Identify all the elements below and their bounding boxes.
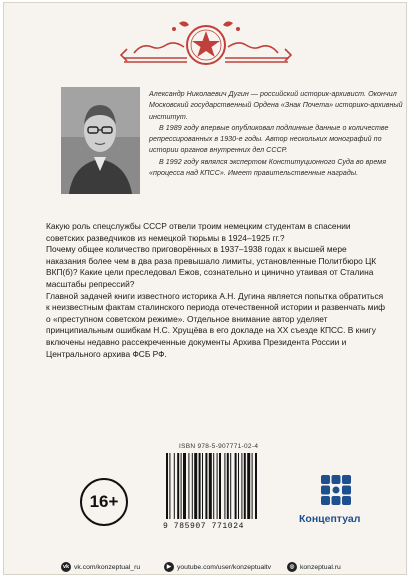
barcode-digits: 9 785907 771024 [163,522,245,531]
barcode-bar [235,453,237,519]
bio-paragraph: В 1992 году являлся экспертом Конституционного Суда во время «процесса над КПСС». Имеет правительственные награды. [149,157,387,178]
barcode-bar [174,453,175,519]
barcode-bar [188,453,189,519]
author-bio [149,89,404,179]
globe-icon: ◎ [287,562,297,572]
annotation-paragraph: Главной задачей книги известного историка А.Н. Дугина является попытка обратиться к неизвестным фактам сталинского периода отечественной истории и развенчать миф о «преступном советском режиме». Отдельное внимание автор уделяет принципиальным ошибкам Н.С. Хрущёва в его докладе на XX съезде КПСС. В книгу включены недавно рассекреченные документы Архива Президента России и Центрального архива ФСБ РФ. [46,290,386,359]
barcode-bar [213,453,214,519]
barcode-bar [238,453,239,519]
age-rating-badge: 16+ [80,478,128,526]
barcode-bar [255,453,257,519]
site-link[interactable] [287,562,341,572]
star-emblem-icon [4,3,407,73]
barcode-bar [209,453,212,519]
barcode-bar [202,453,203,519]
publisher-name: Концептуал [299,513,361,525]
barcode-bar [194,453,197,519]
youtube-link[interactable] [164,562,271,572]
barcode-bar [199,453,201,519]
barcode-bar [192,453,193,519]
annotation-paragraph: Какую роль спецслужбы СССР отвели троим немецким студентам в спасении советских разведчиков из немецкой тюрьмы в 1924–1925 гг.? [46,221,351,243]
barcode-bar [177,453,179,519]
vk-icon: vk [62,564,70,570]
site-link-text: konzeptual.ru [300,563,341,571]
barcode-bar [241,453,242,519]
author-photo [61,87,140,194]
barcode-bar [219,453,221,519]
barcode-bar [181,453,182,519]
publisher-logo [319,473,353,507]
annotation-paragraph: Почему общее количество приговорённых в 1937–1938 годах к высшей мере наказания более чем в два раза превышало лимиты, установленные Политбюро ЦК ВКП(б)? Какие цели преследовал Ежов, сознательно и цинично утаивая от Сталина масштабы репрессий? [46,244,377,289]
barcode-bar [244,453,246,519]
barcode-bar [227,453,229,519]
bio-paragraph: В 1989 году впервые опубликовал подлинные данные о количестве репрессированных в 1930-е годы. Автор нескольких монографий по истории органов внутренних дел СССР. [149,123,389,155]
book-back-cover [3,2,407,575]
book-annotation [46,221,386,360]
youtube-link-text: youtube.com/user/konzeptualtv [177,563,272,571]
vk-link-text: vk.com/konzeptual_ru [74,563,141,571]
isbn-label: ISBN 978-5-907771-02-4 [179,443,259,450]
barcode-bar [205,453,207,519]
barcode-bar [247,453,250,519]
barcode-bar [183,453,186,519]
barcode-bar [230,453,231,519]
barcode-bar [217,453,218,519]
bio-paragraph: Александр Николаевич Дугин — российский историк-архивист. Окончил Московский государственный Ордена «Знак Почета» историко-архивный институт. [149,90,403,121]
vk-link[interactable] [61,562,140,572]
barcode-bar [169,453,170,519]
barcode-bar [224,453,225,519]
barcode [164,453,282,519]
barcode-bar [252,453,253,519]
youtube-icon: ▶ [164,562,174,572]
barcode-bar [166,453,168,519]
